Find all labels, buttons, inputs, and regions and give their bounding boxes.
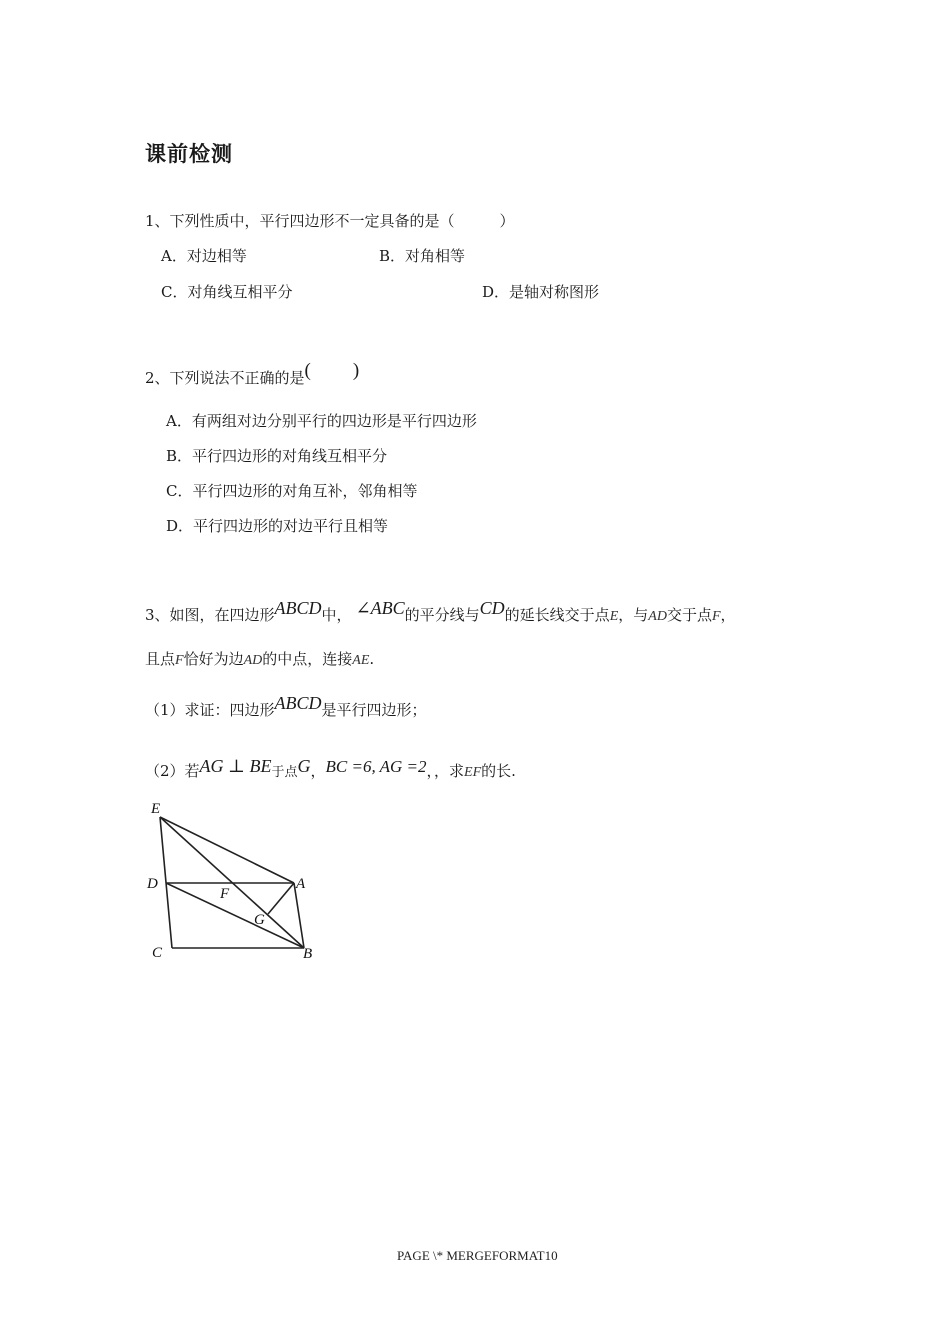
math-ae: AE xyxy=(352,653,370,668)
text: 且点 xyxy=(145,650,176,668)
option-text: 对边相等 xyxy=(186,247,247,265)
text: （2）若 xyxy=(145,762,200,780)
option-text: 对角线互相平分 xyxy=(187,283,293,301)
math-ad: AD xyxy=(648,609,667,624)
text: ， xyxy=(310,762,326,780)
text: 是平行四边形； xyxy=(321,701,427,719)
point-label-a: A xyxy=(296,876,306,892)
option-text: 平行四边形的对边平行且相等 xyxy=(193,517,389,535)
answer-paren-open: ( xyxy=(304,360,311,381)
math-abcd: ABCD xyxy=(274,598,322,618)
math-angle-abc: ∠ABC xyxy=(355,598,405,618)
text: 的长. xyxy=(481,762,516,780)
text: （1）求证：四边形 xyxy=(145,701,275,719)
point-label-f: F xyxy=(220,886,230,902)
math-e: E xyxy=(609,609,619,624)
option-text: 是轴对称图形 xyxy=(509,283,600,301)
point-label-e: E xyxy=(151,801,161,817)
option-text: 平行四边形的对角互补，邻角相等 xyxy=(192,482,418,500)
page-footer: PAGE \* MERGEFORMAT10 xyxy=(397,1248,558,1263)
point-label-g: G xyxy=(254,912,265,928)
text: 交于点 xyxy=(666,606,712,624)
option-label: D． xyxy=(482,283,510,301)
text: 的平分线与 xyxy=(404,606,480,624)
text: 恰好为边 xyxy=(183,650,244,668)
option-text: 对角相等 xyxy=(405,247,466,265)
option-label: A． xyxy=(161,247,187,265)
text: ，与 xyxy=(618,606,649,624)
point-label-c: C xyxy=(152,945,163,961)
line-b-a xyxy=(294,883,304,948)
option-label: B． xyxy=(166,447,193,465)
option-label: A． xyxy=(166,412,192,430)
point-label-b: B xyxy=(303,946,313,962)
text: 的中点，连接 xyxy=(262,650,353,668)
option-text: 平行四边形的对角线互相平分 xyxy=(192,447,388,465)
math-ag-perp-be: AG ⊥ BE xyxy=(199,756,272,776)
math-ad: AD xyxy=(243,653,263,668)
stem-text: 2、下列说法不正确的是 xyxy=(145,369,305,387)
point-label-d: D xyxy=(147,876,158,892)
text: . xyxy=(369,650,375,668)
option-label: C． xyxy=(166,482,193,500)
text: 3、如图，在四边形 xyxy=(145,606,275,624)
math-f: F xyxy=(175,653,184,668)
line-e-a xyxy=(160,817,294,883)
text: 的延长线交于点 xyxy=(504,606,610,624)
question-1-stem: 1、下列性质中，平行四边形不一定具备的是（ ） xyxy=(145,212,515,230)
line-a-g xyxy=(268,883,294,914)
math-g: G xyxy=(297,756,311,776)
section-title: 课前检测 xyxy=(145,142,233,166)
math-f: F xyxy=(711,609,721,624)
answer-paren-close: ) xyxy=(352,360,360,381)
line-d-b xyxy=(166,883,304,948)
option-label: B． xyxy=(379,247,406,265)
math-bc-ag-values: BC =6, AG =2 xyxy=(325,757,427,776)
option-label: C． xyxy=(161,283,188,301)
option-text: 有两组对边分别平行的四边形是平行四边形 xyxy=(191,412,477,430)
text: ， xyxy=(720,606,736,624)
math-ef: EF xyxy=(464,765,482,780)
text: 于点 xyxy=(271,765,298,780)
text: ，，求 xyxy=(426,762,465,780)
math-abcd: ABCD xyxy=(274,693,322,713)
text: 中， xyxy=(321,606,352,624)
option-label: D． xyxy=(166,517,194,535)
math-cd: CD xyxy=(479,598,505,618)
